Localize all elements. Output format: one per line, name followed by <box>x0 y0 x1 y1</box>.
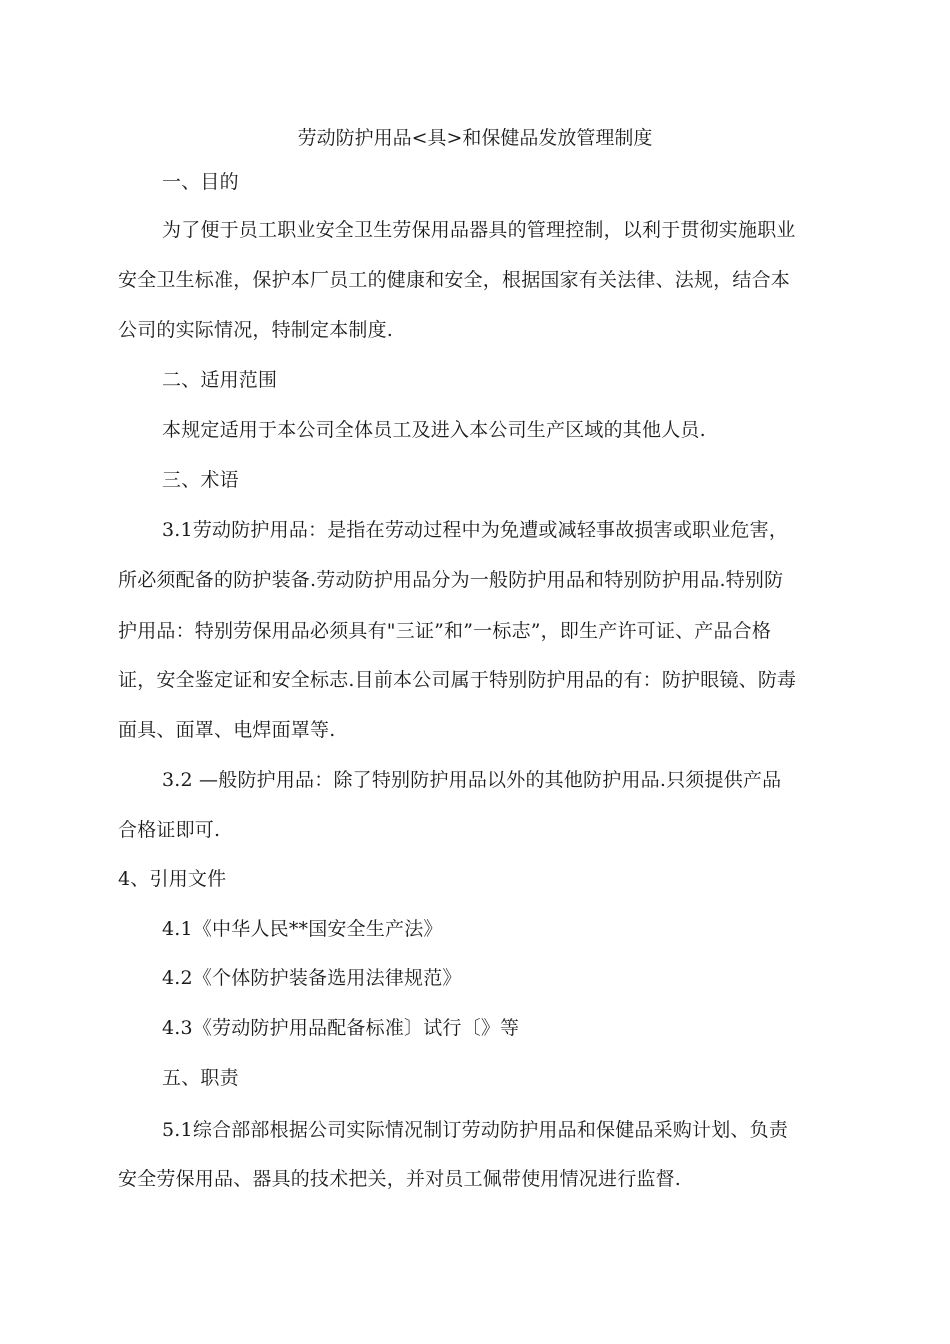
heading-responsibilities: 五、职责 <box>162 1067 239 1089</box>
paragraph-line: 面具、面罩、电焊面罩等. <box>118 719 336 741</box>
paragraph-line: 安全卫生标准，保护本厂员工的健康和安全，根据国家有关法律、法规，结合本 <box>118 269 791 291</box>
heading-references: 4、引用文件 <box>118 868 227 890</box>
paragraph-line: 证，安全鉴定证和安全标志.目前本公司属于特别防护用品的有：防护眼镜、防毒 <box>118 669 797 691</box>
paragraph-line: 3.1劳动防护用品：是指在劳动过程中为免遭或减轻事故损害或职业危害， <box>162 519 789 541</box>
paragraph-line: 安全劳保用品、器具的技术把关，并对员工佩带使用情况进行监督. <box>118 1168 682 1190</box>
reference-item: 4.1《中华人民**国安全生产法》 <box>162 918 443 940</box>
paragraph-line: 为了便于员工职业安全卫生劳保用品器具的管理控制，以利于贯彻实施职业 <box>162 219 796 241</box>
heading-scope: 二、适用范围 <box>162 369 278 391</box>
paragraph-line: 所必须配备的防护装备.劳动防护用品分为一般防护用品和特别防护用品.特别防 <box>118 569 784 591</box>
paragraph-line: 5.1综合部部根据公司实际情况制订劳动防护用品和保健品采购计划、负责 <box>162 1119 789 1141</box>
paragraph-line: 护用品：特别劳保用品必须具有"三证”和”一标志”，即生产许可证、产品合格 <box>118 620 772 642</box>
reference-item: 4.3《劳动防护用品配备标准〕试行〔》等 <box>162 1017 520 1039</box>
paragraph-line: 本规定适用于本公司全体员工及进入本公司生产区域的其他人员. <box>162 419 706 441</box>
heading-terms: 三、术语 <box>162 469 239 491</box>
paragraph-line: 合格证即可. <box>118 819 221 841</box>
paragraph-line: 3.2 —般防护用品：除了特别防护用品以外的其他防护用品.只须提供产品 <box>162 769 782 791</box>
reference-item: 4.2《个体防护装备选用法律规范》 <box>162 967 462 989</box>
heading-purpose: 一、目的 <box>162 171 239 193</box>
document-title: 劳动防护用品<具>和保健品发放管理制度 <box>297 127 653 149</box>
paragraph-line: 公司的实际情况，特制定本制度. <box>118 319 394 341</box>
